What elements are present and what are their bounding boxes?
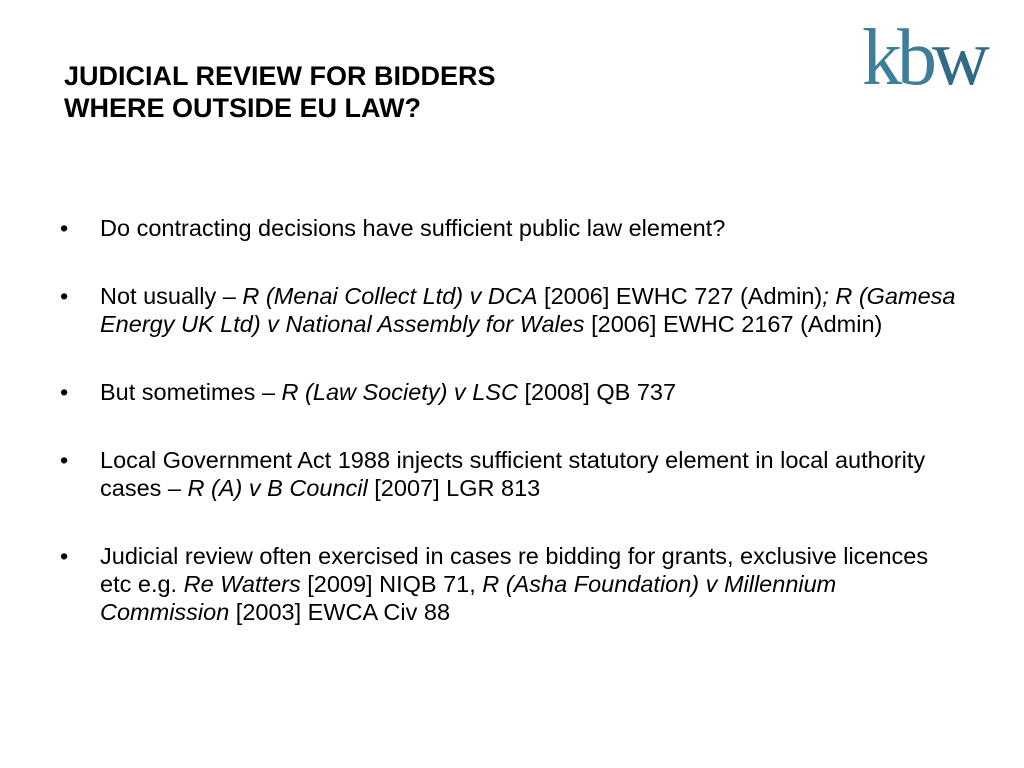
- bullet-text-segment: Do contracting decisions have sufficient public law element?: [100, 215, 726, 241]
- bullet-text-segment: [2006] EWHC 2167 (Admin): [584, 311, 883, 337]
- case-citation-name: R (Asha Foundation) v Millennium Commission: [100, 571, 837, 625]
- bullet-marker: •: [60, 543, 69, 569]
- logo-text-kb: kb: [862, 14, 932, 102]
- case-citation-name: Re Watters: [183, 571, 301, 597]
- bullet-text: [100, 214, 960, 242]
- bullet-text-segment: [2008] QB 737: [517, 379, 677, 405]
- bullet-text-segment: Not usually –: [100, 283, 243, 309]
- bullet-marker: •: [60, 283, 69, 309]
- slide-title-line-2: WHERE OUTSIDE EU LAW?: [64, 93, 421, 123]
- bullet-item: [60, 214, 960, 242]
- bullet-item: [60, 282, 960, 338]
- bullet-text: [100, 542, 960, 626]
- bullet-text-segment: [2009] NIQB 71,: [300, 571, 483, 597]
- bullet-text: [100, 446, 960, 502]
- bullet-item: [60, 378, 960, 406]
- bullet-text-segment: [2003] EWCA Civ 88: [229, 599, 451, 625]
- bullet-text-segment: [2007] LGR 813: [367, 475, 541, 501]
- bullet-text-segment: [2006] EWHC 727 (Admin): [537, 283, 823, 309]
- case-citation-name: R (Menai Collect Ltd) v DCA: [242, 283, 538, 309]
- bullet-text: [100, 282, 960, 338]
- bullet-item: [60, 542, 960, 626]
- bullet-marker: •: [60, 379, 69, 405]
- slide-title-line-1: JUDICIAL REVIEW FOR BIDDERS: [64, 61, 496, 91]
- bullet-text: [100, 378, 960, 406]
- bullet-text-segment: Judicial review often exercised in cases re bidding for grants, exclusive licences etc e.g.: [100, 543, 929, 597]
- bullet-list: [60, 214, 960, 666]
- logo-text-w: w: [932, 14, 985, 102]
- bullet-marker: •: [60, 447, 69, 473]
- slide-title: [64, 60, 764, 124]
- case-citation-name: R (Law Society) v LSC: [281, 379, 518, 405]
- case-citation-name: ; R (Gamesa Energy UK Ltd) v National Assembly for Wales: [100, 283, 956, 337]
- bullet-item: [60, 446, 960, 502]
- kbw-logo: [862, 14, 1008, 102]
- bullet-marker: •: [60, 215, 69, 241]
- bullet-text-segment: Local Government Act 1988 injects sufficient statutory element in local authority cases –: [100, 447, 926, 501]
- case-citation-name: R (A) v B Council: [187, 475, 368, 501]
- bullet-text-segment: But sometimes –: [100, 379, 282, 405]
